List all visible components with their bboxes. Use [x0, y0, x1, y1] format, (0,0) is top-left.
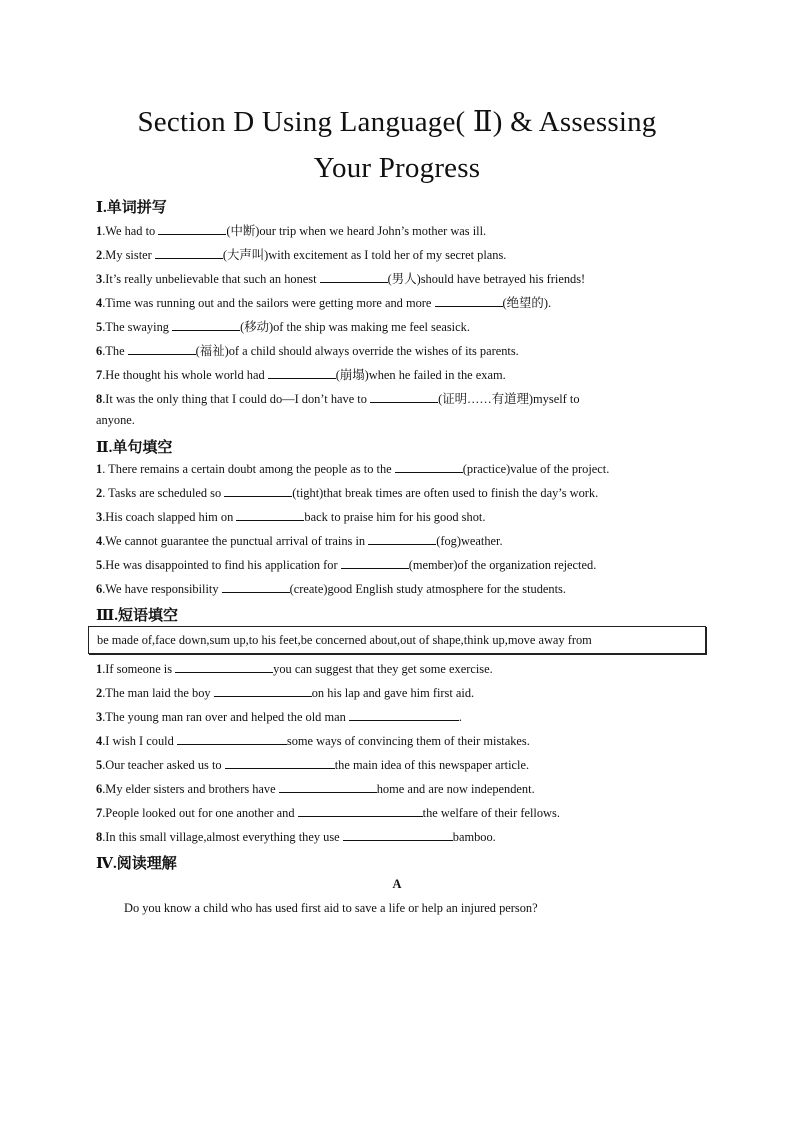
answer-blank[interactable]	[298, 805, 423, 817]
phrase-box: be made of,face down,sum up,to his feet,be concerned about,out of shape,think up,move away from	[88, 626, 706, 654]
question-line: 5.The swaying (移动)of the ship was making me feel seasick.	[96, 320, 470, 334]
section-heading-4: Ⅳ.阅读理解	[96, 856, 177, 872]
question-line: 3.It’s really unbelievable that such an honest (男人)should have betrayed his friends!	[96, 272, 586, 286]
question-line: 4.I wish I could some ways of convincing them of their mistakes.	[96, 734, 530, 748]
question-line: 2.My sister (大声叫)with excitement as I told her of my secret plans.	[96, 248, 507, 262]
answer-blank[interactable]	[279, 781, 377, 793]
question-line: 6.The (福祉)of a child should always override the wishes of its parents.	[96, 344, 519, 358]
section-heading-1: Ⅰ.单词拼写	[96, 200, 167, 216]
answer-blank[interactable]	[158, 223, 226, 235]
answer-blank[interactable]	[155, 247, 223, 259]
page-title-line-2: Your Progress	[313, 152, 481, 184]
question-line: 2.The man laid the boy on his lap and gave him first aid.	[96, 686, 475, 700]
question-line: 5.Our teacher asked us to the main idea of this newspaper article.	[96, 758, 530, 772]
answer-blank[interactable]	[320, 271, 388, 283]
question-line: 7.People looked out for one another and the welfare of their fellows.	[96, 806, 560, 820]
page-title-line-1: Section D Using Language( Ⅱ) & Assessing	[137, 106, 657, 138]
question-line: 7.He thought his whole world had (崩塌)when he failed in the exam.	[96, 368, 506, 382]
answer-blank[interactable]	[175, 661, 273, 673]
answer-blank[interactable]	[341, 557, 409, 569]
question-line: 1. There remains a certain doubt among the people as to the (practice)value of the project.	[96, 462, 610, 476]
answer-blank[interactable]	[368, 533, 436, 545]
answer-blank[interactable]	[435, 295, 503, 307]
section-heading-2: Ⅱ.单句填空	[96, 440, 173, 456]
question-line: 4.Time was running out and the sailors were getting more and more (绝望的).	[96, 296, 552, 310]
question-line: 8.It was the only thing that I could do—I don’t have to (证明……有道理)myself to	[96, 392, 580, 406]
section-heading-3: Ⅲ.短语填空	[96, 608, 179, 624]
question-line-continuation: anyone.	[96, 413, 135, 427]
question-line: 6.We have responsibility (create)good English study atmosphere for the students.	[96, 582, 566, 596]
question-line: 1.We had to (中断)our trip when we heard John’s mother was ill.	[96, 224, 487, 238]
answer-blank[interactable]	[225, 757, 335, 769]
answer-blank[interactable]	[222, 581, 290, 593]
question-line: 6.My elder sisters and brothers have home and are now independent.	[96, 782, 535, 796]
answer-blank[interactable]	[177, 733, 287, 745]
passage-heading: A	[392, 877, 402, 891]
answer-blank[interactable]	[236, 509, 304, 521]
answer-blank[interactable]	[395, 461, 463, 473]
answer-blank[interactable]	[349, 709, 459, 721]
answer-blank[interactable]	[224, 485, 292, 497]
answer-blank[interactable]	[343, 829, 453, 841]
question-line: 2. Tasks are scheduled so (tight)that break times are often used to finish the day’s work.	[96, 486, 599, 500]
question-line: 3.His coach slapped him on back to praise him for his good shot.	[96, 510, 486, 524]
answer-blank[interactable]	[214, 685, 312, 697]
question-line: 4.We cannot guarantee the punctual arrival of trains in (fog)weather.	[96, 534, 503, 548]
question-line: 1.If someone is you can suggest that they get some exercise.	[96, 662, 493, 676]
question-line: 5.He was disappointed to find his application for (member)of the organization rejected.	[96, 558, 597, 572]
answer-blank[interactable]	[370, 391, 438, 403]
passage-first-line: Do you know a child who has used first aid to save a life or help an injured person?	[124, 901, 538, 915]
answer-blank[interactable]	[268, 367, 336, 379]
answer-blank[interactable]	[172, 319, 240, 331]
question-line: 8.In this small village,almost everything they use bamboo.	[96, 830, 496, 844]
question-line: 3.The young man ran over and helped the old man .	[96, 710, 463, 724]
answer-blank[interactable]	[128, 343, 196, 355]
